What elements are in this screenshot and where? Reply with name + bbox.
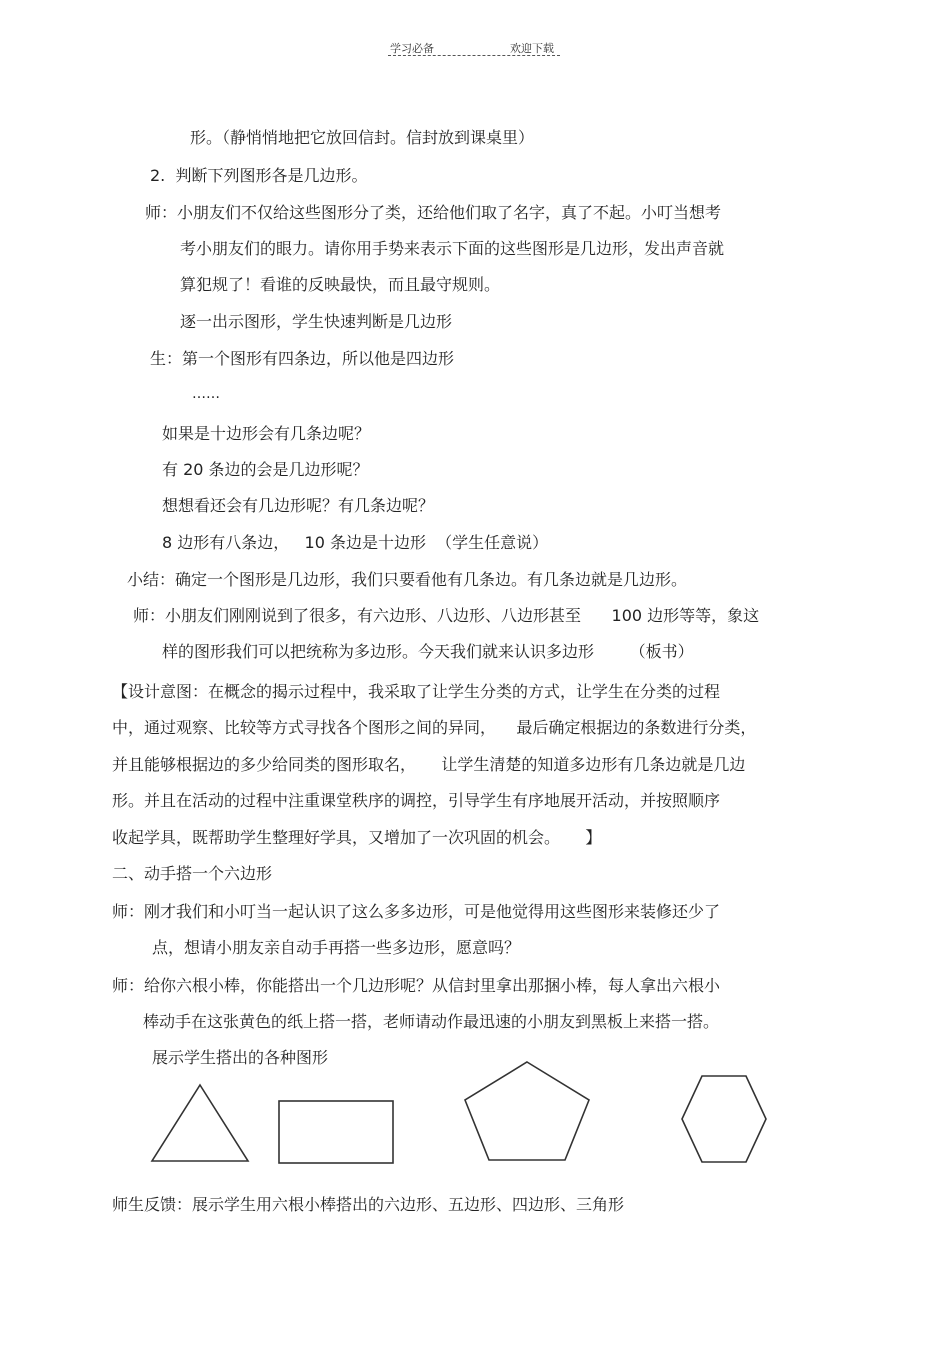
text-line: 收起学具，既帮助学生整理好学具，又增加了一次巩固的机会。 】 — [112, 828, 602, 847]
text-line: 二、动手搭一个六边形 — [112, 864, 273, 883]
text-line: 考小朋友们的眼力。请你用手势来表示下面的这些图形是几边形，发出声音就 — [180, 239, 725, 258]
pentagon-figure — [463, 1060, 591, 1162]
triangle-figure — [150, 1083, 250, 1163]
text-line: 师：给你六根小棒，你能搭出一个几边形呢？从信封里拿出那捆小棒，每人拿出六根小 — [112, 976, 721, 995]
text-line: 8 边形有八条边， 10 条边是十边形 （学生任意说） — [162, 533, 549, 552]
hexagon-figure — [680, 1074, 768, 1164]
text-line: 并且能够根据边的多少给同类的图形取名， 让学生清楚的知道多边形有几条边就是几边 — [112, 755, 746, 774]
page-header-left: 学习必备 — [390, 42, 434, 55]
text-line: 师生反馈：展示学生用六根小棒搭出的六边形、五边形、四边形、三角形 — [112, 1195, 625, 1214]
text-line: 师：小朋友们不仅给这些图形分了类，还给他们取了名字，真了不起。小叮当想考 — [145, 203, 722, 222]
text-line: 【设计意图：在概念的揭示过程中，我采取了让学生分类的方式，让学生在分类的过程 — [112, 682, 721, 701]
text-line: 展示学生搭出的各种图形 — [152, 1048, 329, 1067]
text-line: 点，想请小朋友亲自动手再搭一些多边形，愿意吗？ — [152, 938, 521, 957]
text-line: …… — [192, 386, 220, 402]
text-line: 形。并且在活动的过程中注重课堂秩序的调控，引导学生有序地展开活动，并按照顺序 — [112, 791, 721, 810]
text-line: 中，通过观察、比较等方式寻找各个图形之间的异同， 最后确定根据边的条数进行分类， — [112, 718, 757, 737]
text-line: 如果是十边形会有几条边呢？ — [162, 424, 371, 443]
text-line: 生：第一个图形有四条边，所以他是四边形 — [150, 349, 455, 368]
text-line: 师：小朋友们刚刚说到了很多，有六边形、八边形、八边形甚至 100 边形等等，象这 — [133, 606, 760, 625]
text-line: 2. 判断下列图形各是几边形。 — [150, 166, 368, 185]
rectangle-figure — [278, 1100, 394, 1164]
text-line: 师：刚才我们和小叮当一起认识了这么多多边形，可是他觉得用这些图形来装修还少了 — [112, 902, 721, 921]
text-line: 算犯规了！看谁的反映最快，而且最守规则。 — [180, 275, 501, 294]
text-line: 棒动手在这张黄色的纸上搭一搭，老师请动作最迅速的小朋友到黑板上来搭一搭。 — [143, 1012, 720, 1031]
page-header-right: 欢迎下载 — [510, 42, 554, 55]
text-line: 形。（静悄悄地把它放回信封。信封放到课桌里） — [190, 128, 535, 147]
text-line: 样的图形我们可以把统称为多边形。今天我们就来认识多边形 （板书） — [162, 642, 694, 661]
header-rule — [388, 55, 560, 56]
text-line: 小结：确定一个图形是几边形，我们只要看他有几条边。有几条边就是几边形。 — [127, 570, 688, 589]
text-line: 逐一出示图形，学生快速判断是几边形 — [180, 312, 453, 331]
text-line: 有 20 条边的会是几边形呢？ — [162, 460, 369, 479]
text-line: 想想看还会有几边形呢？有几条边呢？ — [162, 496, 435, 515]
